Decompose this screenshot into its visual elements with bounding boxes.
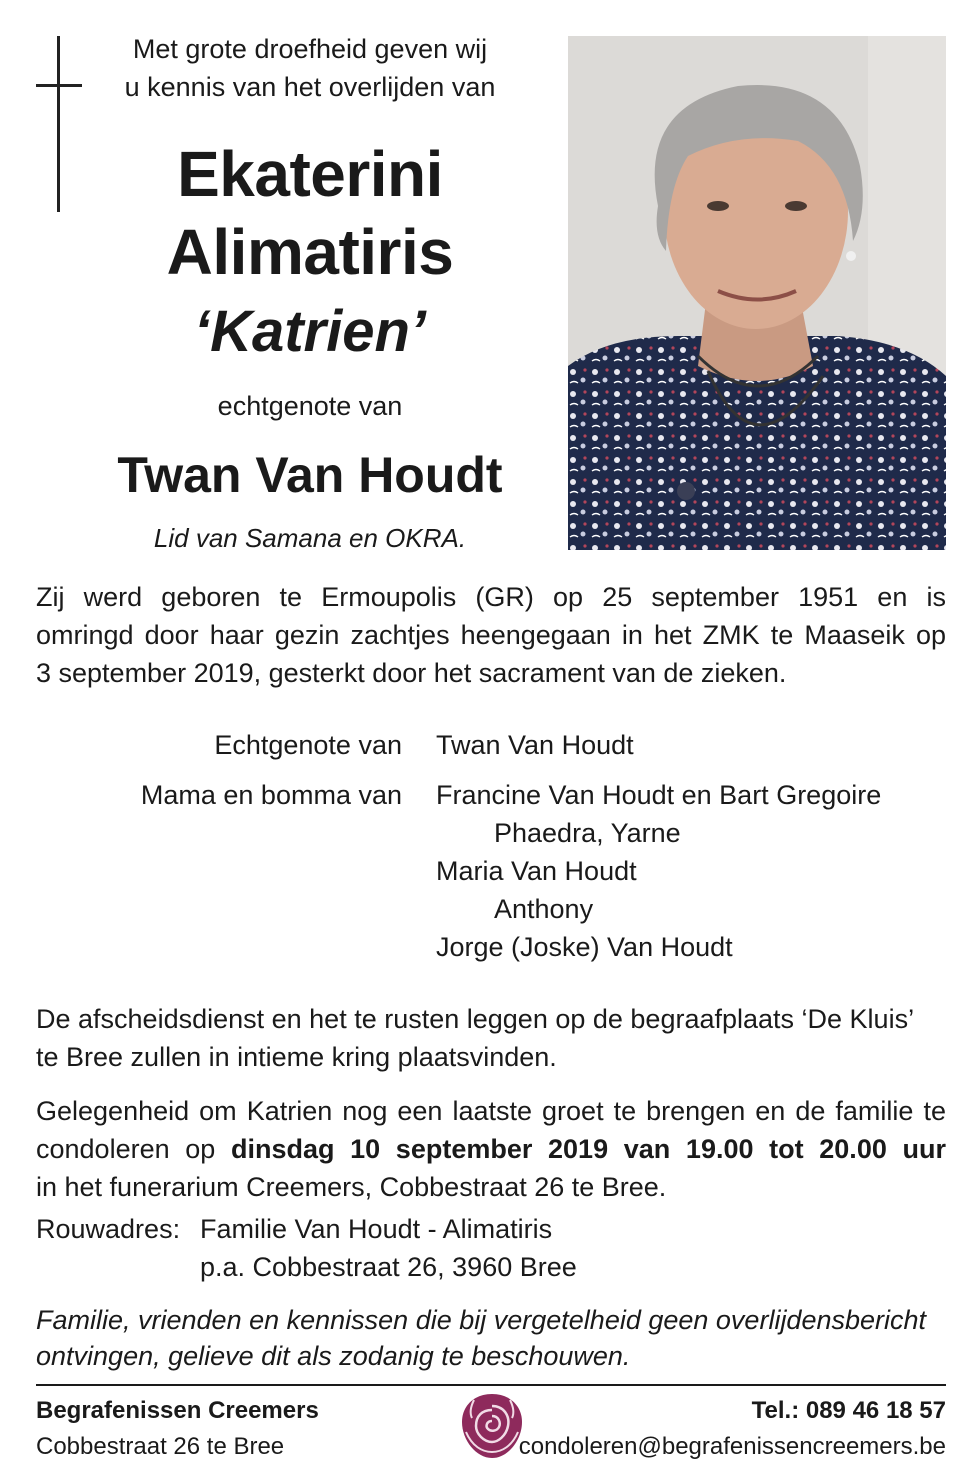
birth-paragraph — [36, 578, 946, 692]
footer-company: Begrafenissen Creemers — [36, 1397, 319, 1424]
spouse-name: Twan Van Houdt — [117, 447, 503, 503]
family-spouse-value: Twan Van Houdt — [436, 730, 634, 760]
family-child-1: Francine Van Houdt en Bart Gregoire — [436, 780, 882, 810]
visitation-paragraph — [36, 1092, 946, 1206]
family-grandchildren-1: Phaedra, Yarne — [494, 818, 681, 848]
visitation-line-2 — [36, 1130, 946, 1168]
intro-text — [100, 30, 520, 106]
service-line-2: te Bree zullen in intieme kring plaatsvinden. — [36, 1042, 557, 1072]
visitation-line-3: in het funerarium Creemers, Cobbestraat 26 te Bree. — [36, 1172, 667, 1202]
service-line-1: De afscheidsdienst en het te rusten leggen op de begraafplaats ‘De Kluis’ — [36, 1004, 915, 1034]
closing-line-2: ontvingen, gelieve dit als zodanig te beschouwen. — [36, 1341, 631, 1371]
closing-note — [36, 1302, 956, 1374]
birth-line-3: 3 september 2019, gesterkt door het sacrament van de zieken. — [36, 658, 787, 688]
address-line-2: p.a. Cobbestraat 26, 3960 Bree — [200, 1252, 577, 1282]
service-paragraph — [36, 1000, 946, 1076]
footer-email: condoleren@begrafenissencreemers.be — [518, 1433, 946, 1460]
cross-icon-vertical — [57, 36, 60, 212]
cross-icon-horizontal — [36, 84, 82, 87]
birth-line-2: omringd door haar gezin zachtjes heengegaan in het ZMK te Maaseik op — [36, 620, 946, 650]
portrait-illustration — [568, 36, 946, 550]
membership-note: Lid van Samana en OKRA. — [153, 523, 467, 553]
family-grandchildren-2: Anthony — [494, 894, 594, 924]
family-spouse-label: Echtgenote van — [214, 730, 402, 760]
intro-line-1: Met grote droefheid geven wij — [132, 34, 488, 64]
deceased-last-name: Alimatiris — [166, 216, 454, 288]
visitation-datetime: dinsdag 10 september 2019 van 19.00 tot 20.00 uur — [230, 1134, 946, 1164]
birth-line-1: Zij werd geboren te Ermoupolis (GR) op 25 september 1951 en is — [36, 582, 946, 612]
footer-company-address: Cobbestraat 26 te Bree — [36, 1433, 285, 1460]
address-label: Rouwadres: — [36, 1214, 181, 1244]
portrait-photo — [568, 36, 946, 550]
family-child-3: Jorge (Joske) Van Houdt — [436, 932, 733, 962]
family-children-label: Mama en bomma van — [140, 780, 402, 810]
visitation-line-2-prefix: condoleren op — [36, 1134, 231, 1164]
spouse-label: echtgenote van — [217, 391, 403, 421]
footer-phone: Tel.: 089 46 18 57 — [751, 1397, 946, 1424]
rose-icon — [452, 1386, 532, 1466]
intro-line-2: u kennis van het overlijden van — [124, 72, 496, 102]
deceased-nickname: ‘Katrien’ — [193, 299, 427, 364]
closing-line-1: Familie, vrienden en kennissen die bij vergetelheid geen overlijdensbericht — [36, 1305, 927, 1335]
address-line-1: Familie Van Houdt - Alimatiris — [200, 1214, 553, 1244]
family-child-2: Maria Van Houdt — [436, 856, 637, 886]
deceased-first-name: Ekaterini — [177, 138, 443, 210]
visitation-line-1: Gelegenheid om Katrien nog een laatste groet te brengen en de familie te — [36, 1096, 946, 1126]
